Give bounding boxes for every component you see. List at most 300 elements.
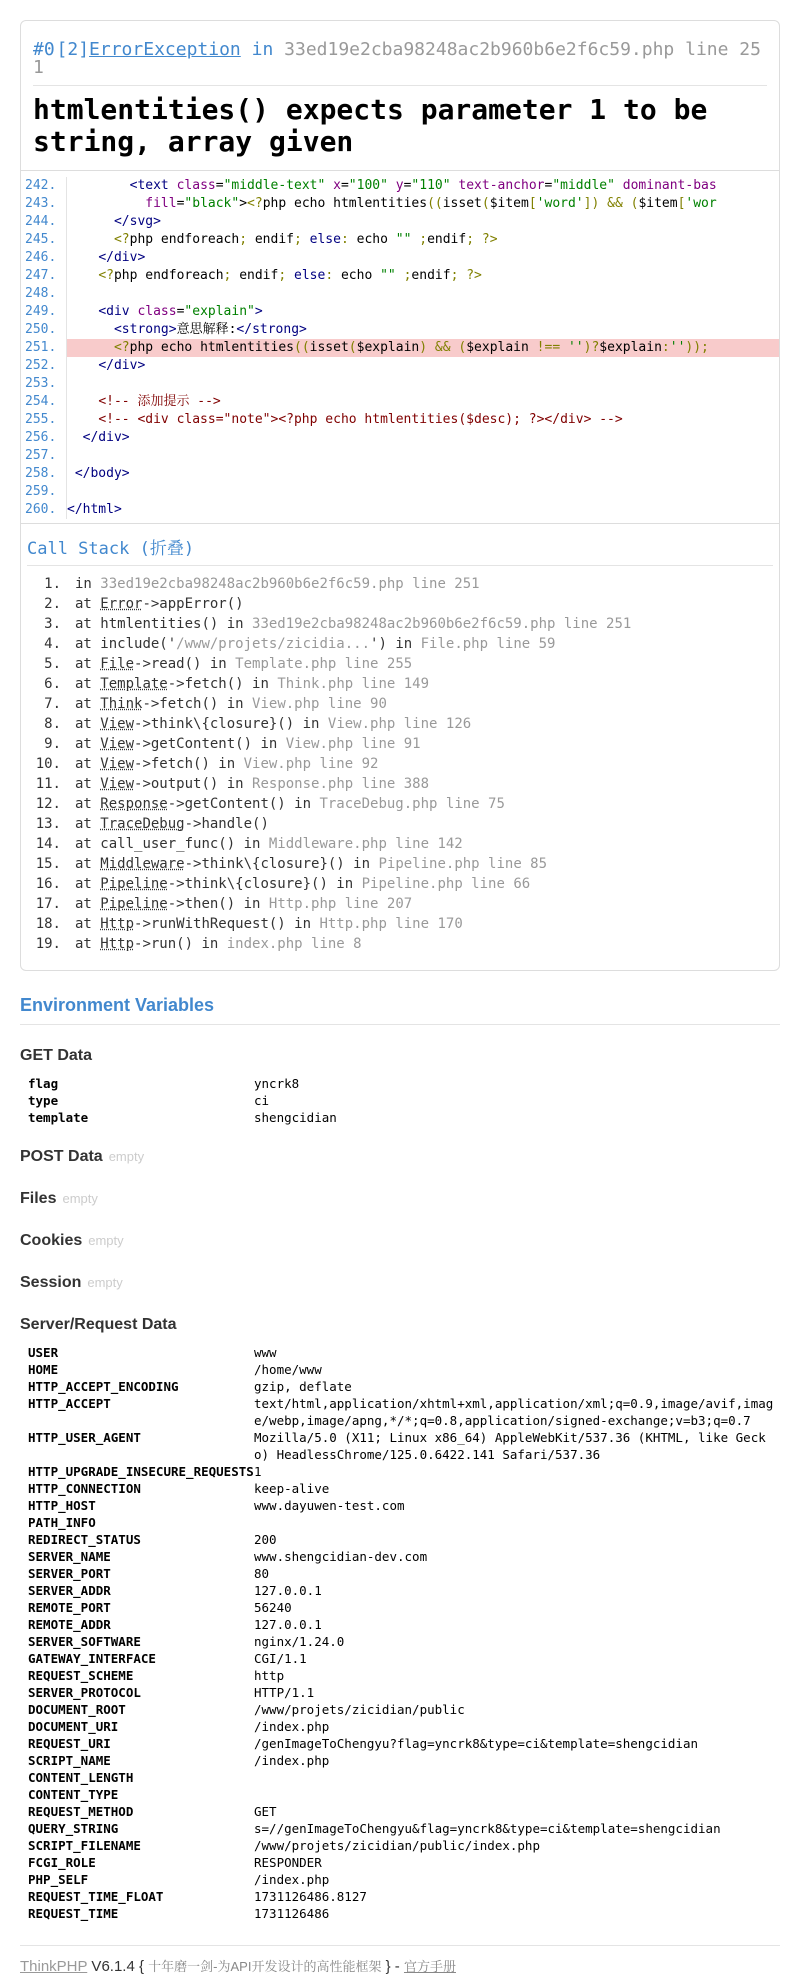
footer-version: V6.1.4 {	[87, 1958, 149, 1975]
source-line	[21, 285, 779, 303]
variable-row	[28, 1871, 780, 1888]
trace-file: View.php line 91	[285, 736, 421, 752]
trace-prefix: at	[75, 696, 101, 712]
call-stack-item	[27, 814, 773, 834]
trace-prefix: at	[75, 656, 101, 672]
variable-name: template	[28, 1110, 89, 1125]
trace-file: View.php line 126	[327, 716, 472, 732]
variable-name: REQUEST_URI	[28, 1736, 111, 1751]
variable-name: QUERY_STRING	[28, 1821, 119, 1836]
code-text: fill="black"><?php echo htmlentities((isset($item['word']) && ($item['wor	[145, 196, 717, 211]
trace-call: ->fetch() in	[134, 756, 244, 772]
trace-class[interactable]: TraceDebug	[100, 816, 185, 832]
trace-number: 19.	[35, 936, 61, 952]
line-number: 260.	[21, 501, 67, 519]
variable-name: PATH_INFO	[28, 1515, 96, 1530]
variable-name: SERVER_PORT	[28, 1566, 111, 1581]
variable-name: REQUEST_SCHEME	[28, 1668, 134, 1683]
footer-slogan: 十年磨一剑-为API开发设计的高性能框架	[148, 1959, 382, 1974]
variable-row	[28, 1599, 780, 1616]
call-stack-item	[27, 694, 773, 714]
variable-row	[28, 1075, 780, 1092]
trace-file: Response.php line 388	[252, 776, 430, 792]
error-file-line[interactable]: 33ed19e2cba98248ac2b960b6e2f6c59.php line 251	[33, 39, 761, 78]
trace-number: 6.	[44, 676, 61, 692]
variable-value: GET	[254, 1804, 277, 1819]
source-line	[21, 195, 779, 213]
source-line	[21, 321, 779, 339]
trace-class[interactable]: Response	[100, 796, 168, 812]
trace-prefix: at	[75, 756, 101, 772]
trace-file: View.php line 92	[243, 756, 379, 772]
variable-name: REDIRECT_STATUS	[28, 1532, 141, 1547]
line-number: 255.	[21, 411, 67, 429]
trace-number: 15.	[35, 856, 61, 872]
call-stack-item	[27, 754, 773, 774]
trace-number: 18.	[35, 916, 61, 932]
trace-class[interactable]: View	[100, 736, 135, 752]
code-text: </div>	[82, 430, 130, 445]
trace-class[interactable]: Pipeline	[100, 876, 168, 892]
trace-call: call_user_func() in	[100, 836, 269, 852]
cookies-title	[20, 1230, 780, 1252]
variable-row	[28, 1429, 780, 1463]
variable-name: GATEWAY_INTERFACE	[28, 1651, 156, 1666]
code-text: </div>	[98, 358, 146, 373]
exception-panel	[20, 20, 780, 971]
trace-call: ->think\{closure}() in	[167, 876, 362, 892]
variable-value: 80	[254, 1566, 270, 1581]
variable-row	[28, 1109, 780, 1126]
code-text: </html>	[67, 502, 122, 517]
variable-row	[28, 1803, 780, 1820]
get-data-group	[20, 1045, 780, 1126]
variable-row	[28, 1888, 780, 1905]
code-text: </div>	[98, 250, 146, 265]
trace-prefix: at	[75, 596, 101, 612]
trace-call: ->appError()	[142, 596, 244, 612]
variable-row	[28, 1344, 780, 1361]
cookies-group	[20, 1230, 780, 1252]
variable-name: SCRIPT_NAME	[28, 1753, 111, 1768]
variable-name: REQUEST_METHOD	[28, 1804, 134, 1819]
line-number: 254.	[21, 393, 67, 411]
source-line	[21, 213, 779, 231]
variable-value: CGI/1.1	[254, 1651, 307, 1666]
variable-name: SERVER_NAME	[28, 1549, 111, 1564]
line-number: 258.	[21, 465, 67, 483]
call-stack-list	[27, 574, 773, 954]
env-title: Environment Variables	[20, 995, 780, 1025]
variable-row	[28, 1667, 780, 1684]
line-number: 247.	[21, 267, 67, 285]
trace-file: 33ed19e2cba98248ac2b960b6e2f6c59.php line 251	[252, 616, 632, 632]
trace-call: include('	[100, 636, 177, 652]
variable-name: SERVER_ADDR	[28, 1583, 111, 1598]
source-line	[21, 267, 779, 285]
trace-call: ->read() in	[134, 656, 236, 672]
trace-class[interactable]: Middleware	[100, 856, 185, 872]
trace-prefix: in	[75, 576, 101, 592]
call-stack-item	[27, 794, 773, 814]
code-text: <div class="explain">	[98, 304, 263, 319]
line-number: 243.	[21, 195, 67, 213]
trace-call: ->fetch() in	[142, 696, 253, 712]
variable-row	[28, 1361, 780, 1378]
trace-file: Pipeline.php line 66	[361, 876, 531, 892]
source-line	[21, 249, 779, 267]
environment-variables	[20, 995, 780, 1922]
trace-prefix: at	[75, 936, 101, 952]
trace-prefix: at	[75, 796, 101, 812]
variable-value: nginx/1.24.0	[254, 1634, 345, 1649]
trace-prefix: at	[75, 916, 101, 932]
variable-name: DOCUMENT_URI	[28, 1719, 119, 1734]
variable-value: HTTP/1.1	[254, 1685, 315, 1700]
get-data-title: GET Data	[20, 1047, 93, 1064]
trace-number: 8.	[44, 716, 61, 732]
error-index: #0	[33, 39, 55, 60]
variable-value: ci	[254, 1093, 270, 1108]
trace-prefix: at	[75, 636, 101, 652]
empty-label: empty	[87, 1275, 123, 1290]
server-data-group	[20, 1314, 780, 1922]
trace-file: Http.php line 207	[268, 896, 413, 912]
line-number: 246.	[21, 249, 67, 267]
trace-file: /www/projets/zicidia...	[176, 636, 371, 652]
session-group	[20, 1272, 780, 1294]
trace-number: 5.	[44, 656, 61, 672]
line-number: 248.	[21, 285, 67, 303]
server-data-table	[20, 1344, 780, 1922]
variable-row	[28, 1837, 780, 1854]
source-line	[21, 357, 779, 375]
files-title	[20, 1188, 780, 1210]
variable-value: gzip, deflate	[254, 1379, 352, 1394]
trace-prefix: at	[75, 836, 101, 852]
trace-call: ->runWithRequest() in	[134, 916, 320, 932]
trace-number: 14.	[35, 836, 61, 852]
source-line	[21, 447, 779, 465]
variable-row	[28, 1701, 780, 1718]
line-number: 242.	[21, 177, 67, 195]
variable-value: 56240	[254, 1600, 292, 1615]
trace-prefix: at	[75, 736, 101, 752]
trace-number: 11.	[35, 776, 61, 792]
call-stack-item	[27, 914, 773, 934]
variable-value: s=//genImageToChengyu&flag=yncrk8&type=ci&template=shengcidian	[254, 1821, 721, 1836]
line-number: 259.	[21, 483, 67, 501]
variable-name: PHP_SELF	[28, 1872, 89, 1887]
variable-row	[28, 1786, 780, 1803]
variable-name: HTTP_USER_AGENT	[28, 1430, 141, 1445]
variable-value	[254, 1514, 780, 1531]
variable-row	[28, 1769, 780, 1786]
trace-file: TraceDebug.php line 75	[319, 796, 505, 812]
session-title	[20, 1272, 780, 1294]
call-stack-item	[27, 714, 773, 734]
variable-value: www	[254, 1345, 277, 1360]
variable-name: REQUEST_TIME	[28, 1906, 119, 1921]
variable-row	[28, 1616, 780, 1633]
variable-row	[28, 1735, 780, 1752]
error-header	[21, 21, 779, 158]
code-text: <strong>意思解释:</strong>	[113, 322, 307, 337]
variable-row	[28, 1531, 780, 1548]
call-stack-item	[27, 874, 773, 894]
trace-call: ->run() in	[134, 936, 227, 952]
variable-name: USER	[28, 1345, 59, 1360]
variable-value: www.dayuwen-test.com	[254, 1498, 405, 1513]
post-data-label: POST Data	[20, 1148, 103, 1165]
trace-class[interactable]: Pipeline	[100, 896, 168, 912]
thinkphp-link[interactable]: ThinkPHP	[20, 1958, 88, 1975]
trace-call-end: ') in	[370, 636, 421, 652]
source-line	[21, 303, 779, 321]
trace-number: 3.	[44, 616, 61, 632]
variable-row	[28, 1480, 780, 1497]
variable-value: /www/projets/zicidian/public/index.php	[254, 1838, 540, 1853]
trace-prefix: at	[75, 876, 101, 892]
variable-row	[28, 1684, 780, 1701]
call-stack-item	[27, 734, 773, 754]
variable-name: HTTP_HOST	[28, 1498, 96, 1513]
variable-row	[28, 1905, 780, 1922]
trace-number: 17.	[35, 896, 61, 912]
manual-link[interactable]: 官方手册	[403, 1959, 456, 1974]
trace-prefix: at	[75, 716, 101, 732]
empty-label: empty	[88, 1233, 124, 1248]
variable-row	[28, 1497, 780, 1514]
variable-name: HTTP_ACCEPT	[28, 1396, 111, 1411]
trace-file: 33ed19e2cba98248ac2b960b6e2f6c59.php line 251	[100, 576, 480, 592]
line-number: 249.	[21, 303, 67, 321]
trace-file: View.php line 90	[252, 696, 387, 712]
line-number: 253.	[21, 375, 67, 393]
line-number: 252.	[21, 357, 67, 375]
source-line	[21, 483, 779, 501]
get-data-table	[20, 1075, 780, 1126]
call-stack-item	[27, 594, 773, 614]
code-text: <?php endforeach; endif; else: echo "" ;endif; ?>	[113, 232, 498, 247]
variable-row	[28, 1514, 780, 1531]
trace-number: 16.	[35, 876, 61, 892]
call-stack-item	[27, 634, 773, 654]
trace-file: Middleware.php line 142	[268, 836, 463, 852]
trace-number: 7.	[44, 696, 61, 712]
line-number: 257.	[21, 447, 67, 465]
variable-value: www.shengcidian-dev.com	[254, 1549, 428, 1564]
trace-number: 12.	[35, 796, 61, 812]
trace-prefix: at	[75, 616, 101, 632]
variable-row	[28, 1548, 780, 1565]
error-location	[33, 41, 767, 77]
trace-call: ->think\{closure}() in	[134, 716, 328, 732]
variable-row	[28, 1582, 780, 1599]
trace-number: 4.	[44, 636, 61, 652]
trace-class[interactable]: View	[100, 756, 135, 772]
variable-value: 200	[254, 1532, 277, 1547]
trace-call: htmlentities() in	[100, 616, 253, 632]
line-number: 250.	[21, 321, 67, 339]
server-data-title: Server/Request Data	[20, 1316, 177, 1333]
call-stack-item	[27, 854, 773, 874]
trace-call: ->think\{closure}() in	[184, 856, 379, 872]
variable-value: http	[254, 1668, 285, 1683]
variable-value: keep-alive	[254, 1481, 330, 1496]
variable-name: HTTP_UPGRADE_INSECURE_REQUESTS	[28, 1464, 254, 1479]
footer-close: } -	[381, 1958, 404, 1975]
variable-name: CONTENT_TYPE	[28, 1787, 119, 1802]
call-stack-item	[27, 674, 773, 694]
line-number: 256.	[21, 429, 67, 447]
exception-link[interactable]: ErrorException	[89, 39, 241, 60]
code-text: <?php echo htmlentities((isset($explain) && ($explain !== '')?$explain:''));	[67, 339, 779, 357]
variable-name: DOCUMENT_ROOT	[28, 1702, 126, 1717]
source-line	[21, 231, 779, 249]
variable-row	[28, 1650, 780, 1667]
variable-value: /index.php	[254, 1719, 330, 1734]
variable-value: text/html,application/xhtml+xml,application/xml;q=0.9,image/avif,image/webp,image/apng,*/*;q=0.8,application/signed-exchange;v=b3;q=0.7	[254, 1396, 774, 1428]
source-line-highlighted	[21, 339, 779, 357]
variable-value: /home/www	[254, 1362, 322, 1377]
empty-label: empty	[62, 1191, 98, 1206]
variable-name: SERVER_SOFTWARE	[28, 1634, 141, 1649]
variable-value: Mozilla/5.0 (X11; Linux x86_64) AppleWebKit/537.36 (KHTML, like Gecko) HeadlessChrome/125.0.6422.141 Safari/537.36	[254, 1430, 766, 1462]
trace-class[interactable]: View	[100, 776, 135, 792]
trace-prefix: at	[75, 896, 101, 912]
variable-name: REMOTE_ADDR	[28, 1617, 111, 1632]
trace-call: ->then() in	[167, 896, 269, 912]
line-number: 245.	[21, 231, 67, 249]
cookies-label: Cookies	[20, 1232, 83, 1249]
code-text: <?php endforeach; endif; else: echo "" ;endif; ?>	[98, 268, 482, 283]
trace-call: ->getContent() in	[167, 796, 320, 812]
variable-name: REMOTE_PORT	[28, 1600, 111, 1615]
trace-prefix: at	[75, 776, 101, 792]
call-stack-item	[27, 894, 773, 914]
variable-value: RESPONDER	[254, 1855, 322, 1870]
source-line	[21, 501, 779, 519]
trace-call: ->getContent() in	[134, 736, 286, 752]
trace-class[interactable]: Error	[100, 596, 143, 612]
variable-name: REQUEST_TIME_FLOAT	[28, 1889, 164, 1904]
source-code-view	[21, 170, 779, 524]
variable-value: yncrk8	[254, 1076, 300, 1091]
trace-file: Http.php line 170	[319, 916, 463, 932]
call-stack-item	[27, 614, 773, 634]
call-stack	[21, 524, 779, 970]
variable-value: /genImageToChengyu?flag=yncrk8&type=ci&template=shengcidian	[254, 1736, 699, 1751]
variable-row	[28, 1752, 780, 1769]
variable-value: 1731126486.8127	[254, 1889, 367, 1904]
variable-value	[254, 1769, 780, 1786]
trace-class[interactable]: Think	[100, 696, 143, 712]
trace-class[interactable]: File	[100, 656, 135, 672]
variable-row	[28, 1378, 780, 1395]
source-line	[21, 177, 779, 195]
variable-row	[28, 1820, 780, 1837]
source-line	[21, 375, 779, 393]
trace-file: Pipeline.php line 85	[378, 856, 548, 872]
code-text: <text class="middle-text" x="100" y="110" text-anchor="middle" dominant-bas	[129, 178, 717, 193]
variable-value	[254, 1786, 780, 1803]
trace-call: ->output() in	[134, 776, 253, 792]
footer	[20, 1945, 780, 1975]
trace-class[interactable]: View	[100, 716, 135, 732]
call-stack-item	[27, 774, 773, 794]
line-number: 251.	[21, 339, 67, 357]
trace-prefix: at	[75, 856, 101, 872]
trace-number: 13.	[35, 816, 61, 832]
trace-class[interactable]: Http	[100, 936, 135, 952]
code-text: <!-- <div class="note"><?php echo htmlentities($desc); ?></div> -->	[98, 412, 623, 427]
variable-name: type	[28, 1093, 59, 1108]
trace-class[interactable]: Http	[100, 916, 135, 932]
variable-row	[28, 1718, 780, 1735]
trace-call: ->fetch() in	[167, 676, 278, 692]
variable-name: HOME	[28, 1362, 59, 1377]
source-line	[21, 411, 779, 429]
variable-name: CONTENT_LENGTH	[28, 1770, 134, 1785]
post-data-title	[20, 1146, 780, 1168]
error-code: [2]	[56, 39, 90, 60]
variable-value: 1	[254, 1464, 262, 1479]
call-stack-item	[27, 654, 773, 674]
variable-row	[28, 1395, 780, 1429]
call-stack-title[interactable]: Call Stack (折叠)	[27, 534, 773, 566]
variable-name: SERVER_PROTOCOL	[28, 1685, 141, 1700]
divider	[33, 85, 767, 86]
trace-number: 9.	[44, 736, 61, 752]
trace-file: index.php line 8	[226, 936, 362, 952]
post-data-group	[20, 1146, 780, 1168]
trace-class[interactable]: Template	[100, 676, 168, 692]
variable-value: /index.php	[254, 1753, 330, 1768]
variable-name: SCRIPT_FILENAME	[28, 1838, 141, 1853]
variable-row	[28, 1565, 780, 1582]
variable-value: 1731126486	[254, 1906, 330, 1921]
call-stack-item	[27, 934, 773, 954]
source-line	[21, 465, 779, 483]
variable-value: shengcidian	[254, 1110, 337, 1125]
variable-value: 127.0.0.1	[254, 1617, 322, 1632]
variable-value: 127.0.0.1	[254, 1583, 322, 1598]
code-text: </svg>	[113, 214, 161, 229]
variable-value: /index.php	[254, 1872, 330, 1887]
code-text: <!-- 添加提示 -->	[98, 394, 221, 409]
trace-number: 10.	[35, 756, 61, 772]
files-label: Files	[20, 1190, 57, 1207]
trace-file: Think.php line 149	[277, 676, 430, 692]
source-line	[21, 393, 779, 411]
line-number: 244.	[21, 213, 67, 231]
call-stack-item	[27, 574, 773, 594]
variable-row	[28, 1092, 780, 1109]
error-in-word: in	[251, 39, 274, 60]
call-stack-item	[27, 834, 773, 854]
variable-name: flag	[28, 1076, 59, 1091]
variable-name: FCGI_ROLE	[28, 1855, 96, 1870]
source-line	[21, 429, 779, 447]
variable-value: /www/projets/zicidian/public	[254, 1702, 465, 1717]
trace-file: Template.php line 255	[235, 656, 413, 672]
code-text: </body>	[67, 466, 130, 481]
trace-prefix: at	[75, 816, 101, 832]
variable-row	[28, 1463, 780, 1480]
variable-row	[28, 1854, 780, 1871]
trace-number: 1.	[44, 576, 61, 592]
